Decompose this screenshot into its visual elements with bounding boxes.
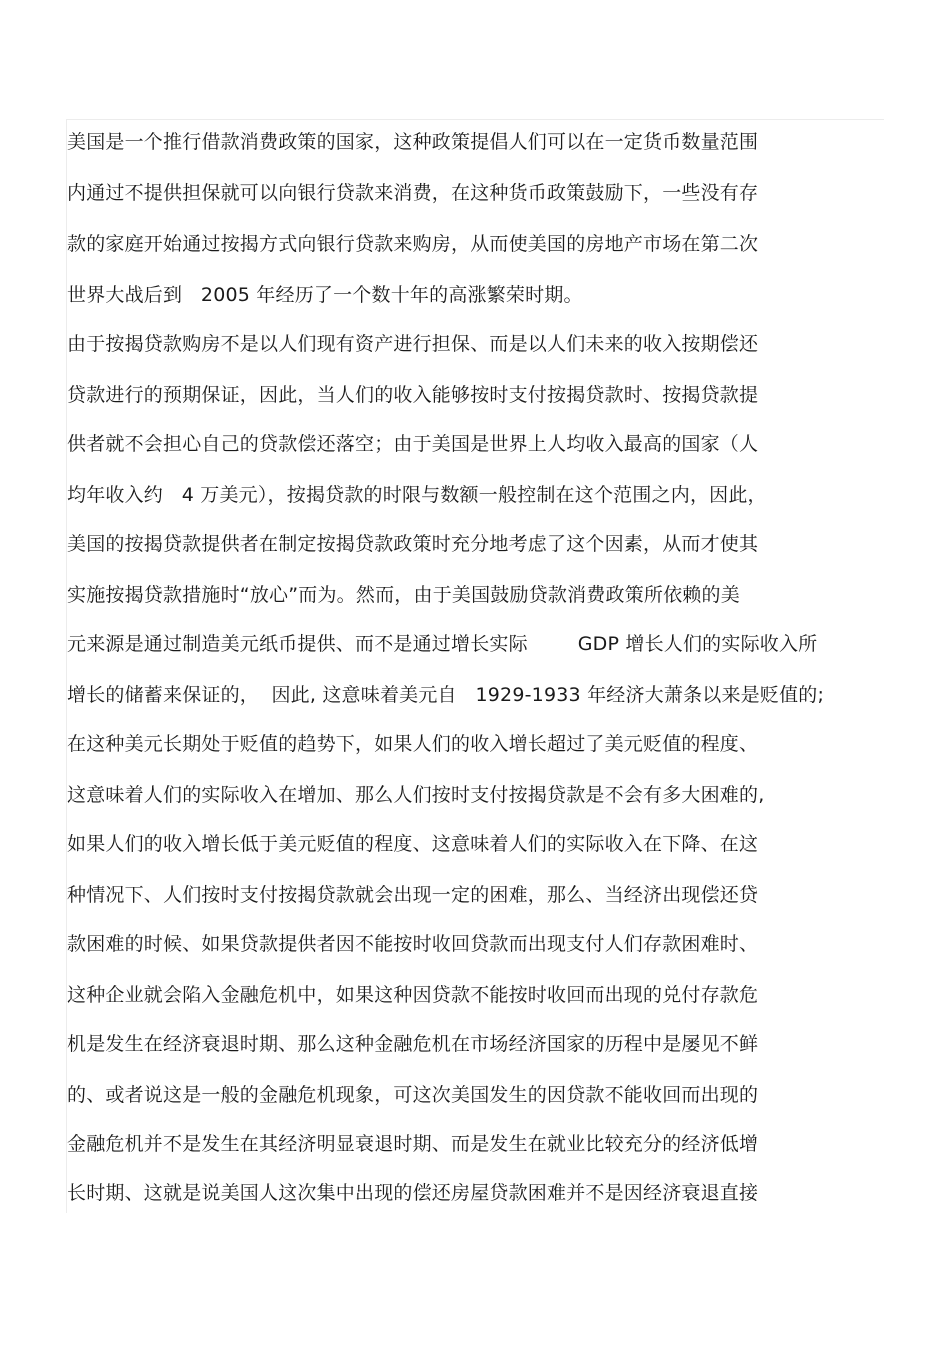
text-line: 美国是一个推行借款消费政策的国家，这种政策提倡人们可以在一定货币数量范围: [67, 131, 759, 153]
text-line: 供者就不会担心自己的贷款偿还落空；由于美国是世界上人均收入最高的国家（人: [67, 433, 759, 455]
text-line: 元来源是通过制造美元纸币提供、而不是通过增长实际 GDP 增长人们的实际收入所: [67, 633, 818, 655]
text-line: 由于按揭贷款购房不是以人们现有资产进行担保、而是以人们未来的收入按期偿还: [67, 333, 759, 355]
text-line: 世界大战后到 2005 年经历了一个数十年的高涨繁荣时期。: [67, 284, 583, 306]
text-line: 如果人们的收入增长低于美元贬值的程度、这意味着人们的实际收入在下降、在这: [67, 833, 759, 855]
text-line: 在这种美元长期处于贬值的趋势下，如果人们的收入增长超过了美元贬值的程度、: [67, 733, 759, 755]
text-line: 的、或者说这是一般的金融危机现象，可这次美国发生的因贷款不能收回而出现的: [67, 1084, 759, 1106]
text-line: 实施按揭贷款措施时“放心”而为。然而，由于美国鼓励贷款消费政策所依赖的美: [67, 584, 740, 606]
text-line: 内通过不提供担保就可以向银行贷款来消费，在这种货币政策鼓励下，一些没有存: [67, 182, 759, 204]
text-line: 均年收入约 4 万美元），按揭贷款的时限与数额一般控制在这个范围之内，因此，: [67, 484, 767, 506]
text-line: 种情况下、人们按时支付按揭贷款就会出现一定的困难，那么、当经济出现偿还贷: [67, 884, 759, 906]
text-line: 款困难的时候、如果贷款提供者因不能按时收回贷款而出现支付人们存款困难时、: [67, 933, 759, 955]
text-line: 这种企业就会陷入金融危机中，如果这种因贷款不能按时收回而出现的兑付存款危: [67, 984, 759, 1006]
text-line: 机是发生在经济衰退时期、那么这种金融危机在市场经济国家的历程中是屡见不鲜: [67, 1033, 759, 1055]
text-line: 款的家庭开始通过按揭方式向银行贷款来购房，从而使美国的房地产市场在第二次: [67, 233, 759, 255]
text-line: 长时期、这就是说美国人这次集中出现的偿还房屋贷款困难并不是因经济衰退直接: [67, 1182, 759, 1204]
text-line: 贷款进行的预期保证，因此，当人们的收入能够按时支付按揭贷款时、按揭贷款提: [67, 384, 759, 406]
text-line: 美国的按揭贷款提供者在制定按揭贷款政策时充分地考虑了这个因素，从而才使其: [67, 533, 759, 555]
text-line: 金融危机并不是发生在其经济明显衰退时期、而是发生在就业比较充分的经济低增: [67, 1133, 759, 1155]
top-rule: [66, 119, 884, 120]
text-line: 这意味着人们的实际收入在增加、那么人们按时支付按揭贷款是不会有多大困难的,: [67, 784, 765, 806]
text-line: 增长的储蓄来保证的， 因此, 这意味着美元自 1929-1933 年经济大萧条以来是贬值的;: [67, 684, 825, 706]
